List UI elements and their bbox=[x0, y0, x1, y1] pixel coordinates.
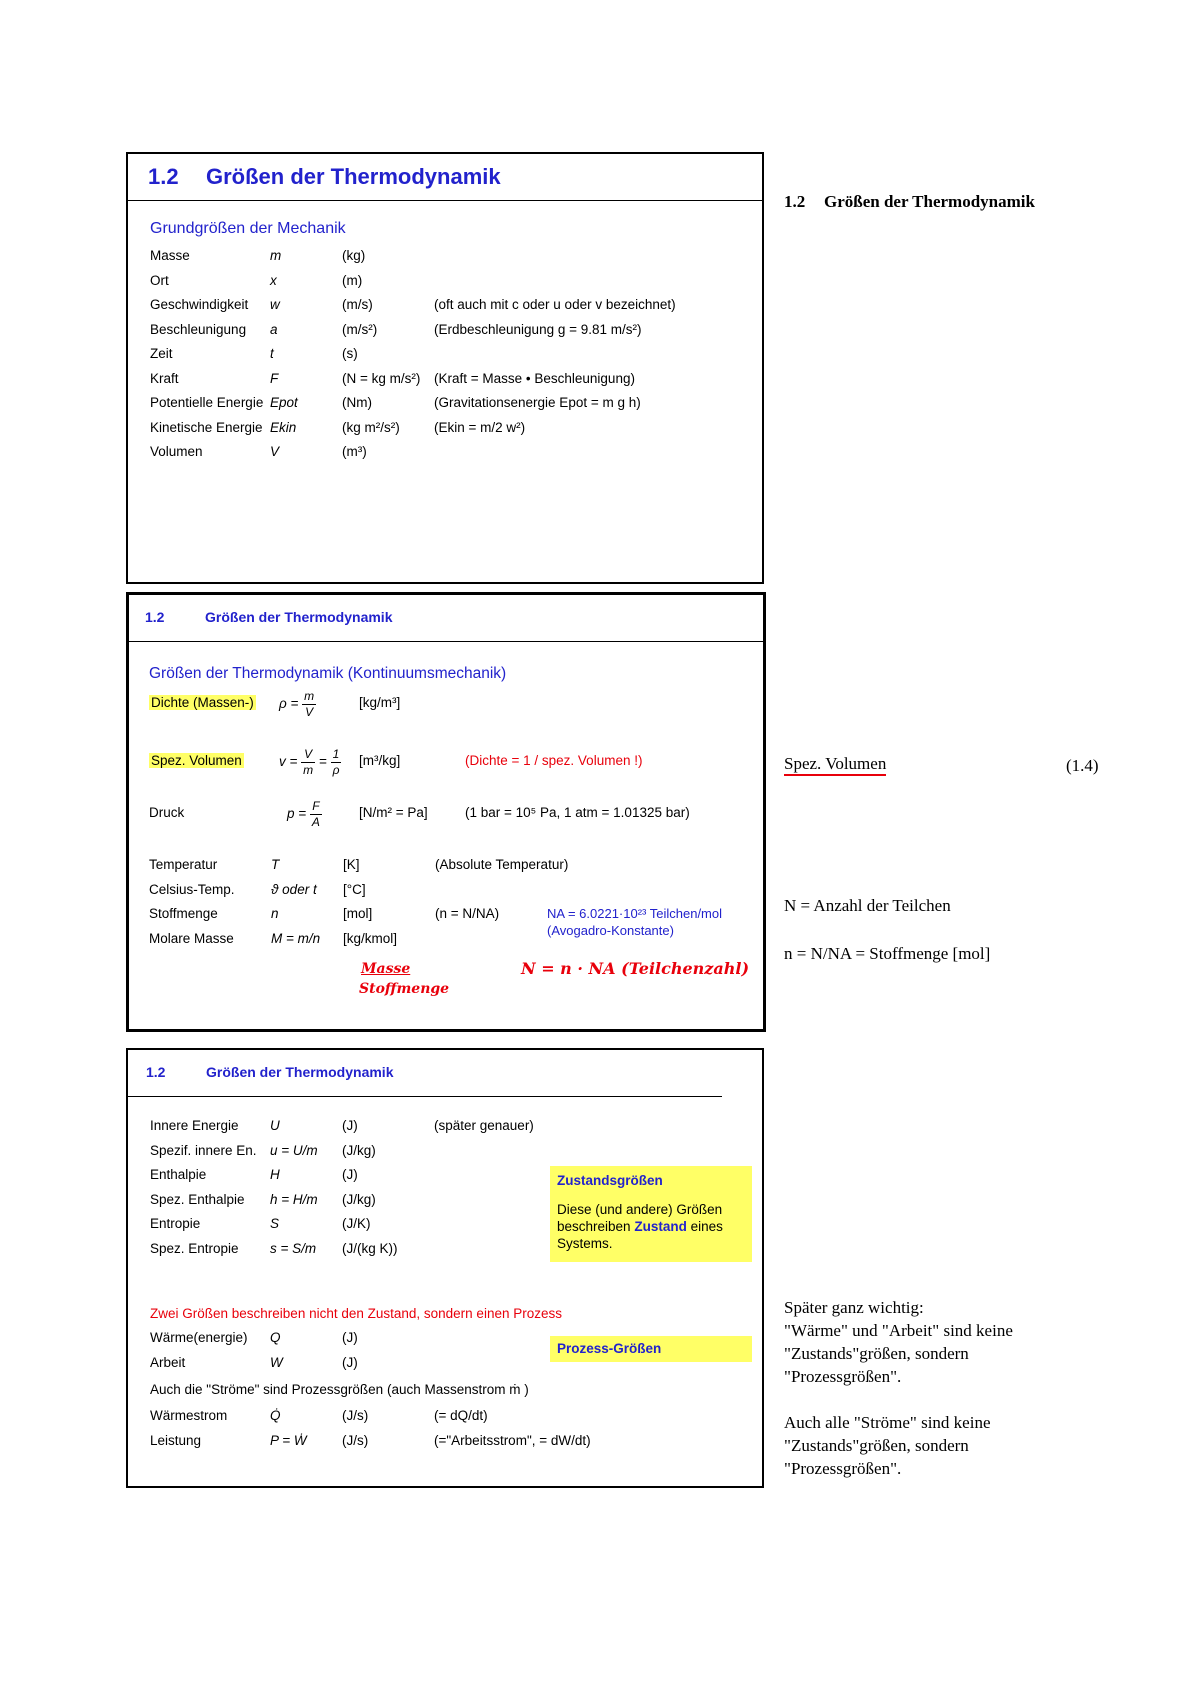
equals: = bbox=[318, 754, 327, 770]
quantity-remark: (Gravitationsenergie Epot = m g h) bbox=[434, 395, 641, 410]
quantity-remark: (n = N/NA) bbox=[435, 906, 500, 921]
quantity-name: Temperatur bbox=[149, 857, 218, 872]
avogadro-constant: NA = 6.0221·10²³ Teilchen/mol bbox=[547, 906, 722, 921]
quantity-name: Spez. Enthalpie bbox=[150, 1191, 245, 1207]
quantity-symbol: x bbox=[270, 272, 277, 288]
table-row bbox=[129, 882, 763, 906]
density-unit: [kg/m³] bbox=[359, 695, 401, 710]
title-text: Größen der Thermodynamik bbox=[206, 1064, 394, 1080]
notes-heading-title: Größen der Thermodynamik bbox=[824, 192, 1035, 211]
quantity-symbol: ϑ oder t bbox=[271, 881, 317, 897]
quantity-name: Molare Masse bbox=[149, 930, 234, 946]
quantity-symbol: U bbox=[270, 1118, 280, 1133]
quantity-name: Entropie bbox=[150, 1216, 201, 1231]
section-number: 1.2 bbox=[148, 164, 179, 189]
notes-line: "Prozessgrößen". bbox=[784, 1459, 902, 1478]
quantity-name: Masse bbox=[150, 248, 190, 263]
quantity-name: Stoffmenge bbox=[149, 906, 218, 921]
quantity-name: Spez. Entropie bbox=[150, 1240, 239, 1256]
box-text: Diese (und andere) Größen bbox=[557, 1202, 723, 1217]
quantity-unit: (kg m²/s²) bbox=[342, 419, 400, 435]
table-row bbox=[128, 273, 762, 297]
notes-line bbox=[784, 1388, 1013, 1411]
fraction bbox=[301, 747, 315, 778]
quantity-symbol: s = S/m bbox=[270, 1240, 317, 1256]
specvol-note: (Dichte = 1 / spez. Volumen !) bbox=[465, 753, 643, 768]
quantity-remark: (Ekin = m/2 w²) bbox=[434, 419, 526, 435]
quantity-unit: (J) bbox=[342, 1354, 358, 1370]
state-quantities-box bbox=[550, 1166, 752, 1262]
quantity-name: Arbeit bbox=[150, 1354, 186, 1370]
quantity-unit: (m³) bbox=[342, 444, 367, 459]
quantity-name: Geschwindigkeit bbox=[150, 297, 249, 312]
quantity-unit: (J/s) bbox=[342, 1408, 369, 1423]
quantity-unit: (J) bbox=[342, 1167, 358, 1182]
pressure-label: Druck bbox=[149, 805, 185, 820]
quantity-name: Kinetische Energie bbox=[150, 419, 263, 435]
avogadro-caption: (Avogadro-Konstante) bbox=[547, 923, 674, 938]
numerator: V bbox=[301, 747, 315, 763]
handwritten-stoffmenge: Stoffmenge bbox=[359, 981, 450, 997]
quantity-unit: (m) bbox=[342, 272, 363, 288]
quantity-symbol: T bbox=[271, 857, 280, 872]
quantity-symbol: u = U/m bbox=[270, 1142, 318, 1158]
quantity-name: Potentielle Energie bbox=[150, 395, 264, 410]
notes-heading bbox=[784, 190, 1035, 213]
notes-line: "Zustands"größen, sondern bbox=[784, 1344, 969, 1363]
section-heading: Grundgrößen der Mechanik bbox=[150, 220, 346, 237]
numerator: m bbox=[304, 689, 315, 703]
fraction bbox=[331, 747, 342, 778]
notes-specvol: Spez. Volumen bbox=[784, 754, 886, 776]
notes-line: "Prozessgrößen". bbox=[784, 1367, 902, 1386]
quantity-symbol: F bbox=[270, 370, 279, 386]
formula-prefix: v = bbox=[279, 754, 298, 770]
quantity-unit: (J/(kg K)) bbox=[342, 1240, 398, 1256]
quantity-symbol: Q̇ bbox=[270, 1408, 281, 1423]
quantity-symbol: H bbox=[270, 1167, 280, 1182]
quantity-remark: (Kraft = Masse • Beschleunigung) bbox=[434, 370, 635, 386]
pressure-formula bbox=[287, 799, 322, 830]
slide-mechanics bbox=[126, 152, 764, 584]
numerator: 1 bbox=[331, 747, 342, 763]
table-row bbox=[128, 1118, 762, 1142]
quantity-unit: (m/s²) bbox=[342, 321, 378, 337]
notes-heading-number: 1.2 bbox=[784, 192, 806, 211]
table-row bbox=[128, 346, 762, 370]
quantity-symbol: Ekin bbox=[270, 419, 297, 435]
quantity-symbol: V bbox=[270, 444, 280, 459]
quantity-unit: [K] bbox=[343, 857, 360, 872]
quantity-symbol: m bbox=[270, 248, 282, 263]
quantity-symbol: n bbox=[271, 906, 279, 921]
title-text: Größen der Thermodynamik bbox=[205, 609, 393, 625]
quantity-symbol: h = H/m bbox=[270, 1191, 318, 1207]
quantity-unit: [°C] bbox=[343, 881, 366, 897]
table-row bbox=[128, 420, 762, 444]
table-row bbox=[128, 1433, 762, 1457]
fraction bbox=[310, 799, 322, 830]
slide-title bbox=[146, 1064, 393, 1080]
specvol-label: Spez. Volumen bbox=[151, 753, 242, 768]
quantity-name: Beschleunigung bbox=[150, 321, 247, 337]
section-number: 1.2 bbox=[145, 609, 165, 625]
quantity-name: Celsius-Temp. bbox=[149, 881, 235, 897]
table-row bbox=[128, 371, 762, 395]
process-heading: Zwei Größen beschreiben nicht den Zustand, sondern einen Prozess bbox=[150, 1306, 562, 1321]
specvol-row bbox=[129, 747, 763, 781]
quantity-symbol: Epot bbox=[270, 395, 298, 410]
quantity-symbol: M = m/n bbox=[271, 930, 321, 946]
specvol-unit: [m³/kg] bbox=[359, 753, 401, 768]
quantity-name: Spezif. innere En. bbox=[150, 1142, 257, 1158]
table-row bbox=[128, 1143, 762, 1167]
table-row bbox=[128, 1408, 762, 1432]
quantity-remark: (Erdbeschleunigung g = 9.81 m/s²) bbox=[434, 321, 642, 337]
quantity-unit: (J) bbox=[342, 1118, 358, 1133]
notes-line: "Wärme" und "Arbeit" sind keine bbox=[784, 1321, 1013, 1340]
quantity-name: Innere Energie bbox=[150, 1118, 239, 1133]
equation-number: (1.4) bbox=[1066, 756, 1099, 775]
table-row bbox=[128, 297, 762, 321]
box-text: eines bbox=[690, 1219, 723, 1234]
density-label: Dichte (Massen-) bbox=[151, 695, 254, 710]
table-row bbox=[128, 395, 762, 419]
quantity-symbol: Q bbox=[270, 1330, 281, 1345]
streams-line: Auch die "Ströme" sind Prozessgrößen (auch Massenstrom ṁ ) bbox=[150, 1382, 529, 1397]
density-formula bbox=[279, 689, 316, 720]
section-heading: Größen der Thermodynamik (Kontinuumsmechanik) bbox=[149, 665, 507, 682]
quantity-symbol: P = Ẇ bbox=[270, 1433, 307, 1448]
pressure-row bbox=[129, 799, 763, 835]
quantity-unit: (kg) bbox=[342, 248, 366, 263]
box-text: beschreiben bbox=[557, 1219, 631, 1234]
quantity-unit: (J) bbox=[342, 1330, 358, 1345]
slide-header bbox=[128, 154, 762, 201]
quantity-symbol: t bbox=[270, 346, 274, 361]
handwritten-formula: N = n · NA (Teilchenzahl) bbox=[521, 959, 750, 978]
quantity-unit: (J/kg) bbox=[342, 1142, 376, 1158]
numerator: F bbox=[310, 799, 322, 815]
slide-thermo-quantities bbox=[126, 592, 766, 1032]
slide-header bbox=[128, 1050, 722, 1097]
quantity-name: Wärmestrom bbox=[150, 1408, 228, 1423]
notes-particle-count: N = Anzahl der Teilchen bbox=[784, 896, 951, 915]
density-row bbox=[129, 689, 763, 727]
slide-state-process bbox=[126, 1048, 764, 1488]
quantity-symbol: W bbox=[270, 1354, 283, 1370]
quantity-symbol: a bbox=[270, 321, 278, 337]
formula-prefix: p = bbox=[287, 806, 307, 822]
denominator: V bbox=[305, 705, 314, 719]
quantity-name: Wärme(energie) bbox=[150, 1330, 248, 1345]
quantity-unit: (s) bbox=[342, 346, 358, 361]
quantity-remark: (Absolute Temperatur) bbox=[435, 857, 569, 872]
quantity-name: Volumen bbox=[150, 444, 203, 459]
notes-amount-of-substance: n = N/NA = Stoffmenge [mol] bbox=[784, 944, 991, 963]
quantity-name: Zeit bbox=[150, 346, 173, 361]
notes-line: Später ganz wichtig: bbox=[784, 1298, 924, 1317]
denominator: m bbox=[303, 763, 314, 777]
quantity-unit: (J/kg) bbox=[342, 1191, 376, 1207]
quantity-unit: [mol] bbox=[343, 906, 373, 921]
process-quantities-box bbox=[550, 1336, 752, 1362]
handwritten-masse: Masse bbox=[361, 961, 411, 977]
quantity-symbol: w bbox=[270, 297, 280, 312]
pressure-note: (1 bar = 10⁵ Pa, 1 atm = 1.01325 bar) bbox=[465, 805, 690, 820]
table-row bbox=[129, 857, 763, 881]
notes-line: Auch alle "Ströme" sind keine bbox=[784, 1413, 991, 1432]
quantity-unit: (J/s) bbox=[342, 1433, 369, 1448]
quantity-unit: (Nm) bbox=[342, 395, 372, 410]
quantity-remark: (später genauer) bbox=[434, 1118, 534, 1133]
quantity-name: Leistung bbox=[150, 1433, 202, 1448]
avogadro-note bbox=[547, 905, 722, 939]
quantity-unit: (N = kg m/s²) bbox=[342, 370, 421, 386]
fraction bbox=[302, 689, 316, 720]
table-row bbox=[128, 322, 762, 346]
box-text: Systems. bbox=[557, 1236, 613, 1251]
quantity-remark: (= dQ/dt) bbox=[434, 1408, 488, 1423]
quantity-unit: [kg/kmol] bbox=[343, 930, 398, 946]
pressure-unit: [N/m² = Pa] bbox=[359, 805, 428, 820]
quantity-unit: (J/K) bbox=[342, 1216, 371, 1231]
table-row bbox=[128, 444, 762, 468]
box-bold: Zustand bbox=[634, 1219, 687, 1234]
section-number: 1.2 bbox=[146, 1064, 166, 1080]
notes-line: "Zustands"größen, sondern bbox=[784, 1436, 969, 1455]
slide-title bbox=[145, 609, 392, 625]
specvol-formula bbox=[279, 747, 341, 778]
formula-prefix: ρ = bbox=[279, 696, 299, 712]
quantity-remark: (="Arbeitsstrom", = dW/dt) bbox=[434, 1433, 591, 1448]
title-text: Größen der Thermodynamik bbox=[206, 164, 501, 189]
slide-header bbox=[129, 595, 763, 642]
box-title: Prozess-Größen bbox=[557, 1341, 662, 1356]
slide-title bbox=[148, 164, 501, 190]
box-title: Zustandsgrößen bbox=[557, 1173, 663, 1188]
table-row bbox=[128, 248, 762, 272]
quantity-symbol: S bbox=[270, 1216, 280, 1231]
quantity-unit: (m/s) bbox=[342, 297, 373, 312]
quantity-remark: (oft auch mit c oder u oder v bezeichnet) bbox=[434, 297, 676, 312]
notes-process-remarks bbox=[784, 1296, 1013, 1480]
denominator: ρ bbox=[332, 763, 340, 777]
quantity-name: Ort bbox=[150, 272, 169, 288]
quantity-name: Kraft bbox=[150, 370, 179, 386]
denominator: A bbox=[311, 815, 320, 829]
quantity-name: Enthalpie bbox=[150, 1167, 207, 1182]
